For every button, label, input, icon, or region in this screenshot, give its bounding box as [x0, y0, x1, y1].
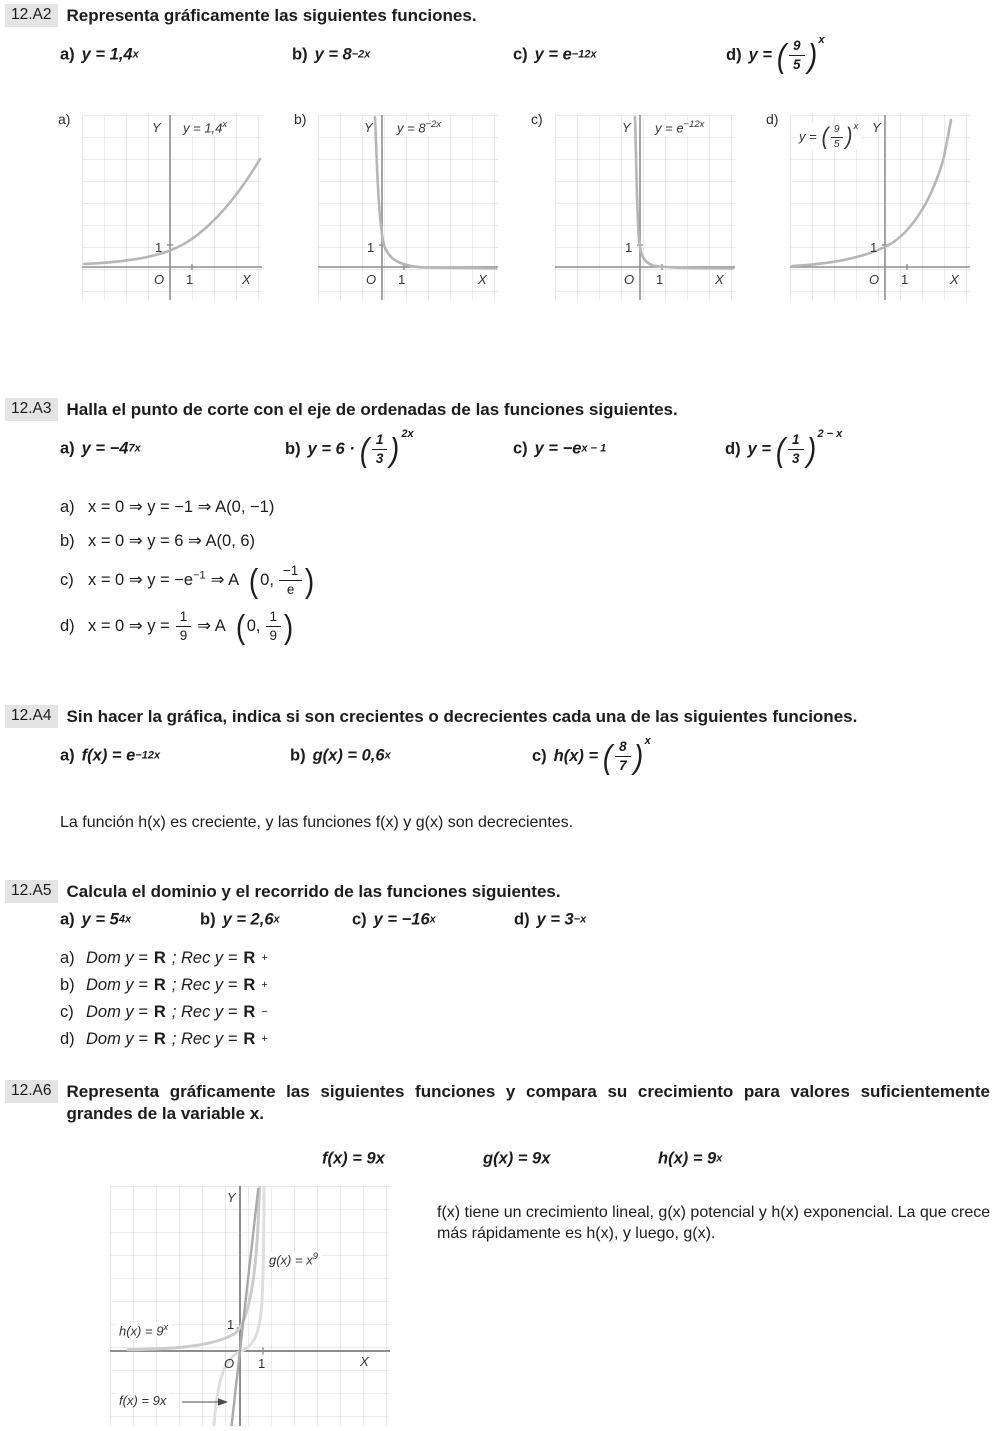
fraction [279, 563, 302, 597]
graph-frame [318, 115, 498, 300]
formula [553, 735, 651, 775]
item-label: c) [60, 1003, 74, 1022]
origin-label: O [366, 272, 377, 288]
item-label: c) [60, 570, 74, 589]
x-one-label: 1 [186, 272, 194, 288]
exercise-statement: Representa gráficamente las siguientes funciones. [66, 6, 477, 25]
graph-b [294, 111, 498, 300]
exercise-header [0, 398, 1004, 421]
item-label: c) [513, 45, 528, 64]
x-axis-label: X [715, 272, 724, 288]
item-label: d) [726, 45, 742, 64]
graph-formula-label [796, 123, 861, 149]
formula [315, 46, 371, 65]
fraction-group [775, 34, 825, 74]
exercise-id: 12.A6 [5, 1080, 58, 1103]
exercise-12a3 [0, 398, 1004, 644]
range-sign: − [261, 1006, 268, 1019]
domain-set: R [153, 1003, 166, 1022]
range-sign: + [261, 979, 268, 992]
fraction [372, 432, 388, 466]
numerator: 1 [372, 432, 388, 450]
range-text: ; Rec y = [171, 976, 238, 995]
formula-base: y = −16 [373, 910, 430, 929]
function-item-a [60, 46, 139, 65]
x-one-label: 1 [258, 1355, 266, 1371]
denominator: 3 [375, 450, 384, 466]
item-label: a) [60, 497, 75, 516]
denominator: 5 [792, 56, 801, 72]
exercise-header [0, 4, 1004, 27]
formula [535, 46, 597, 65]
solution-text: x = 0 ⇒ y = 6 ⇒ A(0, 6) [88, 532, 256, 551]
function-item-b [285, 428, 414, 468]
answer-text: f(x) tiene un crecimiento lineal, g(x) potencial y h(x) exponencial. La que crece más rápidamente es h(x), y luego, g(x). [437, 1203, 991, 1243]
formula-base: y = −e [534, 439, 582, 458]
domain-set: R [153, 1030, 166, 1049]
formula-exponent: x [163, 1321, 169, 1333]
function-item-f [322, 1149, 385, 1168]
function-row [0, 1142, 1004, 1176]
function-item-c [513, 440, 606, 459]
item-label: a) [60, 45, 75, 64]
comparison-block [0, 1186, 1004, 1431]
graph-canvas [82, 115, 262, 300]
formula-exponent: 4x [118, 913, 132, 926]
y-axis-label: Y [364, 120, 373, 136]
exercise-statement: Calcula el dominio y el recorrido de las funciones siguientes. [66, 882, 561, 901]
exercise-header [0, 880, 1004, 903]
grid [555, 115, 735, 300]
item-label: d) [725, 439, 741, 458]
right-paren: ) [845, 122, 852, 150]
graph-tag: d) [766, 111, 779, 128]
formula-exponent: −12x [135, 749, 161, 762]
item-label: a) [60, 949, 75, 968]
formula-base: y = 8 [314, 45, 352, 64]
y-axis-label: Y [872, 120, 881, 136]
range-set: R [243, 1003, 256, 1022]
formula-base: y = 1,4 [183, 120, 223, 136]
x-axis-label: X [360, 1353, 369, 1369]
h-curve-label [116, 1323, 171, 1338]
fraction [615, 739, 631, 773]
right-paren: ) [633, 737, 643, 775]
function-item-h [658, 1149, 722, 1168]
expression-base: x = 0 ⇒ y = −e [88, 571, 194, 590]
graph-d [766, 111, 970, 300]
formula-exponent: −2x [351, 48, 371, 61]
solution-line-b [60, 531, 1004, 551]
exercise-12a2 [0, 4, 1004, 311]
fraction-group [774, 428, 843, 468]
formula [82, 747, 160, 766]
point-x: 0, [260, 570, 274, 589]
graph-frame [555, 115, 735, 300]
formula-base: y = [748, 45, 772, 64]
exercise-id: 12.A3 [5, 398, 58, 421]
left-paren: ( [776, 36, 787, 74]
formula-base: h(x) = 9 [658, 1149, 717, 1168]
item-label: a) [60, 746, 75, 765]
formula-base: h(x) = [553, 746, 599, 765]
graph-frame [110, 1186, 390, 1426]
function-row [0, 903, 1004, 937]
right-paren: ) [305, 561, 315, 599]
item-label: a) [60, 910, 75, 929]
exercise-id: 12.A5 [5, 880, 58, 903]
right-paren: ) [806, 430, 816, 468]
denominator: 5 [833, 137, 840, 150]
exercise-12a6 [0, 1080, 1004, 1431]
formula [82, 911, 131, 930]
answer-text: La función h(x) es creciente, y las funciones f(x) y g(x) son decrecientes. [60, 814, 574, 832]
range-sign: + [261, 952, 268, 965]
formula-base: y = 5 [81, 910, 119, 929]
formula-exponent: 9 [312, 1250, 319, 1262]
range-set: R [243, 949, 256, 968]
left-paren: ( [235, 607, 245, 645]
point-group [247, 563, 316, 597]
domain-text: Dom y = [86, 976, 148, 995]
exercise-statement: Sin hacer la gráfica, indica si son crecientes o decrecientes cada una de las siguientes funciones. [66, 707, 858, 726]
denominator: 9 [179, 627, 188, 643]
origin-label: O [224, 1355, 235, 1371]
range-text: ; Rec y = [171, 949, 238, 968]
domain-set: R [153, 949, 166, 968]
function-item-d [514, 911, 586, 930]
grid [318, 115, 498, 300]
domain-text: Dom y = [86, 1003, 148, 1022]
y-one-label: 1 [625, 240, 633, 256]
numerator: 1 [788, 432, 804, 450]
right-paren: ) [807, 36, 817, 74]
function-row [0, 27, 1004, 83]
function-item-c [532, 735, 651, 775]
graph-canvas [318, 115, 498, 300]
formula-base: g(x) = x [269, 1252, 313, 1268]
range-text: ; Rec y = [171, 1030, 238, 1049]
formula-exponent: x [853, 121, 859, 133]
domain-text: Dom y = [86, 949, 148, 968]
denominator: 3 [791, 450, 800, 466]
formula [82, 46, 139, 65]
fraction [831, 123, 843, 149]
function-item-c [352, 911, 436, 930]
f-curve-label: f(x) = 9x [116, 1393, 169, 1408]
denominator: 7 [619, 757, 627, 773]
graph-tag: c) [531, 111, 543, 128]
formula [748, 34, 825, 74]
formula [658, 1149, 722, 1168]
item-label: a) [60, 439, 75, 458]
solution-expression [88, 609, 295, 643]
x-one-label: 1 [901, 272, 909, 288]
fraction [788, 432, 804, 466]
formula [313, 747, 391, 766]
formula-exponent: −12x [571, 48, 597, 61]
left-paren: ( [602, 737, 613, 775]
formula-exponent: x [222, 119, 228, 131]
item-label: b) [60, 531, 75, 550]
graph-tag: a) [58, 111, 71, 128]
fraction-group [820, 123, 859, 149]
formula-exponent: 2 − x [817, 428, 843, 441]
y-one-label: 1 [870, 240, 878, 256]
grid [82, 115, 262, 300]
fraction [176, 609, 192, 643]
numerator: 9 [789, 38, 805, 56]
formula-exponent: x − 1 [581, 442, 607, 455]
formula [82, 440, 141, 459]
formula [307, 428, 414, 468]
function-item-a [60, 747, 160, 766]
item-label: d) [514, 910, 530, 929]
numerator: 9 [831, 123, 843, 137]
item-label: d) [60, 1030, 75, 1049]
formula [535, 440, 607, 459]
expression-part [88, 570, 206, 590]
formula-exponent: x [132, 48, 139, 61]
formula-exponent: −12x [683, 119, 705, 131]
x-axis-label: X [478, 272, 487, 288]
function-item-d [725, 428, 843, 468]
solution-line-a [60, 945, 1004, 972]
formula-base: y = 1,4 [81, 45, 133, 64]
exercise-statement: Halla el punto de corte con el eje de ordenadas de las funciones siguientes. [66, 400, 678, 419]
exercise-12a5 [0, 880, 1004, 1053]
formula [747, 428, 843, 468]
item-label: c) [532, 746, 547, 765]
formula-base: y = [747, 439, 771, 458]
numerator: −1 [279, 563, 302, 581]
function-item-d [726, 34, 825, 74]
left-paren: ( [359, 430, 370, 468]
graph-canvas [110, 1186, 390, 1426]
solution-line-d [60, 1026, 1004, 1053]
formula-exponent: −2x [425, 119, 442, 131]
formula-exponent: x [273, 913, 280, 926]
exercise-id: 12.A4 [5, 705, 58, 728]
solution-text: x = 0 ⇒ y = −1 ⇒ A(0, −1) [88, 498, 275, 517]
point-group [234, 609, 295, 643]
solution-line-d [60, 609, 1004, 643]
graph-a [58, 111, 262, 300]
graph-formula-label [394, 120, 444, 135]
formula-exponent: 2x [401, 428, 414, 441]
function-item-c [513, 46, 597, 65]
origin-label: O [869, 272, 880, 288]
solutions-block [0, 945, 1004, 1053]
item-label: b) [290, 746, 306, 765]
formula-base: y = 8 [397, 120, 426, 136]
item-label: c) [352, 910, 367, 929]
formula-exponent: 7x [128, 442, 141, 455]
range-set: R [243, 1030, 256, 1049]
right-paren: ) [283, 607, 294, 645]
y-one-label: 1 [227, 1316, 235, 1332]
solution-line-b [60, 972, 1004, 999]
formula-base: y = [799, 129, 817, 144]
range-set: R [243, 976, 256, 995]
graph-frame [82, 115, 262, 300]
solution-line-a [60, 497, 1004, 517]
formula-base: g(x) = 9x [483, 1149, 551, 1168]
formula-base: f(x) = 9x [322, 1149, 385, 1168]
range-text: ; Rec y = [171, 1003, 238, 1022]
grid [110, 1186, 390, 1426]
x-one-label: 1 [398, 272, 406, 288]
formula-base: y = e [655, 120, 684, 136]
graph-formula-label [180, 120, 230, 135]
origin-label: O [624, 272, 635, 288]
exercise-header [0, 1080, 1004, 1126]
formula-exponent: x [429, 913, 436, 926]
function-row [0, 421, 1004, 477]
item-label: b) [200, 910, 216, 929]
graph-frame [790, 115, 970, 300]
item-label: b) [285, 439, 301, 458]
item-label: b) [292, 45, 308, 64]
item-label: b) [60, 976, 75, 995]
y-one-label: 1 [367, 240, 375, 256]
g-curve-label [266, 1252, 321, 1267]
formula [322, 1149, 385, 1168]
right-paren: ) [390, 430, 400, 468]
fraction-group [358, 428, 414, 468]
formula-base: y = 6 · [307, 439, 355, 458]
exercise-statement: Representa gráficamente las siguientes funciones y compara su crecimiento para valores suficientemente grandes de la variable x. [66, 1082, 990, 1124]
formula-base: g(x) = 0,6 [312, 746, 385, 765]
formula [483, 1149, 550, 1168]
origin-label: O [154, 272, 165, 288]
graph-tag: b) [294, 111, 307, 128]
function-item-g [483, 1149, 550, 1168]
item-label: c) [513, 439, 528, 458]
formula-base: h(x) = 9 [119, 1323, 164, 1339]
expression-exponent: −1 [193, 569, 206, 582]
formula [537, 911, 587, 930]
formula-base: y = e [534, 45, 572, 64]
left-paren: ( [248, 561, 259, 599]
graphs-row [0, 111, 1004, 311]
denominator: 9 [269, 627, 278, 643]
y-axis-label: Y [152, 120, 161, 136]
expression-part: ⇒ A [210, 571, 240, 590]
solution-expression [88, 563, 316, 597]
graph-formula-label [652, 120, 707, 135]
graph-c [531, 111, 735, 300]
x-axis-label: X [950, 272, 959, 288]
formula-base: y = 2,6 [222, 910, 274, 929]
function-item-a [60, 440, 141, 459]
formula-exponent: −x [573, 913, 587, 926]
formula-exponent: x [716, 1152, 723, 1165]
numerator: 1 [266, 609, 282, 627]
formula-base: f(x) = e [81, 746, 136, 765]
formula-exponent: x [384, 749, 391, 762]
domain-text: Dom y = [86, 1030, 148, 1049]
y-axis-label: Y [622, 120, 631, 136]
solution-line-c [60, 999, 1004, 1026]
y-one-label: 1 [155, 240, 163, 256]
denominator: e [286, 581, 295, 597]
domain-set: R [153, 976, 166, 995]
solution-line-c [60, 563, 1004, 597]
expression-part: x = 0 ⇒ y = [88, 617, 170, 636]
function-row [0, 728, 1004, 784]
graph-canvas [555, 115, 735, 300]
point-x: 0, [246, 616, 261, 635]
formula-base: y = −4 [81, 439, 129, 458]
exercise-id: 12.A2 [5, 4, 58, 27]
fraction-group [601, 735, 651, 775]
function-item-a [60, 911, 131, 930]
x-axis-label: X [242, 272, 251, 288]
y-axis-label: Y [227, 1189, 236, 1205]
function-item-b [290, 747, 391, 766]
function-item-b [200, 911, 280, 930]
formula-base: y = 3 [536, 910, 574, 929]
left-paren: ( [821, 122, 829, 150]
formula [223, 911, 280, 930]
left-paren: ( [775, 430, 786, 468]
formula-exponent: x [644, 735, 651, 748]
fraction [789, 38, 805, 72]
formula-exponent: x [818, 34, 825, 47]
numerator: 1 [176, 609, 192, 627]
formula [374, 911, 436, 930]
range-sign: + [261, 1033, 268, 1046]
item-label: d) [60, 616, 75, 635]
function-item-b [292, 46, 370, 65]
x-one-label: 1 [656, 272, 664, 288]
fraction [266, 609, 282, 643]
numerator: 8 [615, 739, 631, 757]
exercise-header [0, 705, 1004, 728]
exercise-12a4 [0, 705, 1004, 834]
expression-part: ⇒ A [197, 617, 226, 636]
